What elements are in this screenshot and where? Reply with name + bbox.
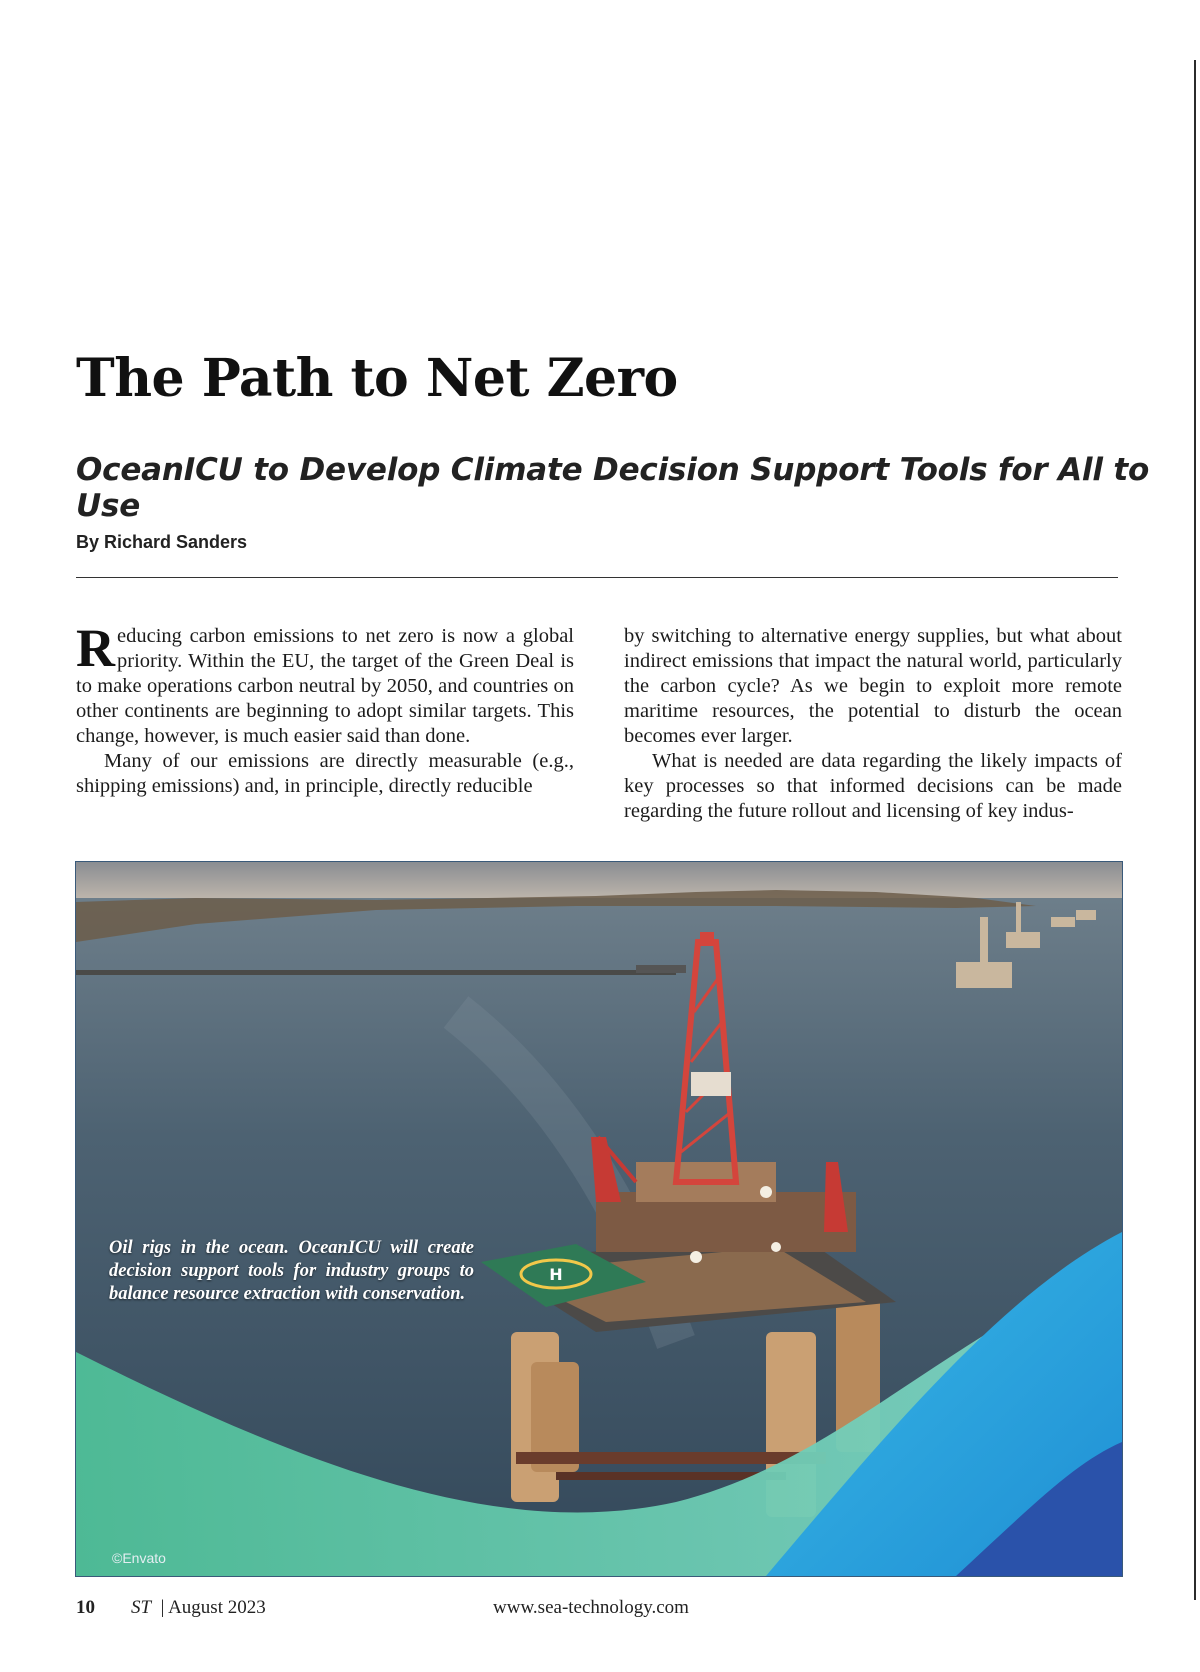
- magazine-abbrev: ST: [131, 1597, 152, 1618]
- header-divider: [76, 577, 1118, 578]
- article-subtitle: OceanICU to Develop Climate Decision Support Tools for All to Use: [76, 452, 1150, 524]
- oil-rig-photo: [75, 861, 1123, 1577]
- body-paragraph: What is needed are data regarding the likely impacts of key processes so that informed decisions can be made regarding the future rollout and licensing of key indus-: [624, 750, 1122, 822]
- issue-date: | August 2023: [160, 1597, 266, 1618]
- body-column-left: [76, 618, 574, 799]
- body-paragraph: [76, 618, 574, 749]
- figure-caption: Oil rigs in the ocean. OceanICU will create decision support tools for industry groups to balance resource extraction with conservation.: [109, 1238, 474, 1304]
- body-paragraph: Many of our emissions are directly measurable (e.g., shipping emissions) and, in principle, directly reducible: [76, 750, 574, 797]
- body-paragraph: by switching to alternative energy supplies, but what about indirect emissions that impact the natural world, particularly the carbon cycle? As we begin to exploit more remote maritime resources, the potential to disturb the ocean becomes ever larger.: [624, 625, 1122, 747]
- website-url[interactable]: www.sea-technology.com: [493, 1597, 689, 1618]
- body-column-right: [624, 624, 1122, 824]
- photo-credit: ©Envato: [112, 1550, 166, 1566]
- oil-rig-illustration: [76, 862, 1122, 1576]
- pier: [76, 970, 676, 975]
- byline: By Richard Sanders: [76, 532, 248, 552]
- page-edge-line: [1194, 60, 1196, 1600]
- drop-cap: R: [76, 618, 115, 678]
- helipad-marking: H: [549, 1265, 563, 1284]
- issue-info: [131, 1597, 266, 1619]
- body-paragraph-text: educing carbon emissions to net zero is now a global priority. Within the EU, the target of the Green Deal is to make operations carbon neutral by 2050, and countries on other continents are beginning to adopt similar targets. This change, however, is much easier said than done.: [76, 625, 574, 747]
- article-title: The Path to Net Zero: [76, 348, 678, 409]
- page-number: 10: [76, 1597, 95, 1618]
